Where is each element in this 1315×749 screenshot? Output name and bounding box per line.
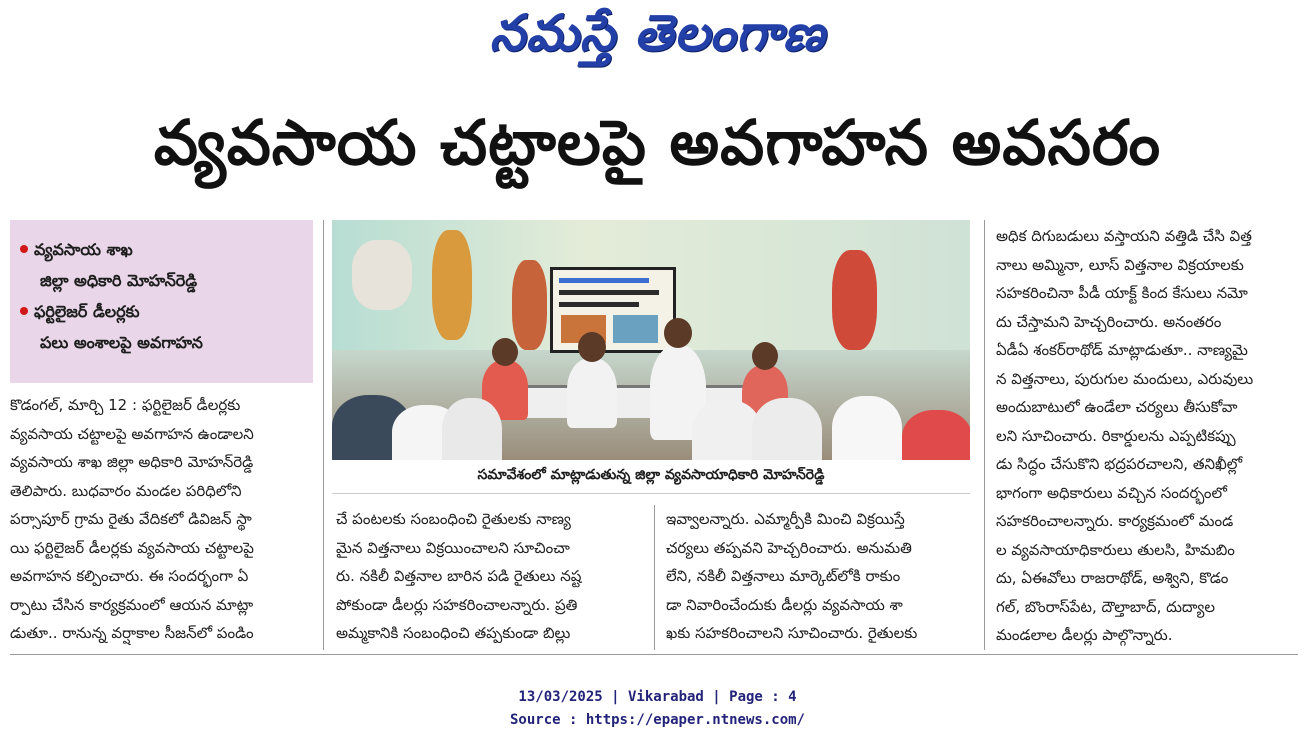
article-line: ఖకు సహకరించాలని సూచించారు. రైతులకు (666, 624, 918, 642)
headline-text: వ్యవసాయ చట్టాలపై అవగాహన అవసరం (153, 106, 1162, 179)
article-line: తెలిపారు. బుధవారం మండల పరిధిలోని (10, 481, 242, 500)
person-head (578, 332, 606, 362)
article-line: ఏడీఏ శంకర్‌రాథోడ్ మాట్లాడుతూ.. నాణ్యమై (996, 341, 1248, 359)
footer-source: Source : https://epaper.ntnews.com/ (509, 712, 805, 728)
article-line: లేని, నకిలీ విత్తనాలు మార్కెట్‌లోకి రాకుం (666, 567, 901, 585)
article-line: వ్యవసాయ శాఖ జిల్లా అధికారి మోహన్‌రెడ్డి (10, 453, 254, 471)
highlight-line: ఫర్టిలైజర్ డీలర్లకు (34, 302, 140, 321)
audience (832, 396, 902, 460)
article-line: ర్పాటు చేసిన కార్యక్రమంలో ఆయన మాట్లా (10, 595, 254, 614)
article-line: వ్యవసాయ చట్టాలపై అవగాహన ఉండాలని (10, 424, 254, 443)
highlight-item (20, 234, 303, 296)
highlight-item (20, 296, 303, 358)
mural-figure (432, 230, 472, 340)
article-line: మండలాల డీలర్లు పాల్గొన్నారు. (996, 626, 1173, 644)
article-line: దు చేస్తామని హెచ్చరించారు. అనంతరం (996, 312, 1222, 331)
projector-screen (550, 267, 676, 353)
article-line: అధిక దిగుబడులు వస్తాయని వత్తిడి చేసి విత్త (996, 227, 1252, 245)
masthead (0, 0, 1315, 78)
person-head (752, 342, 778, 370)
article-line: భాగంగా అధికారులు వచ్చిన సందర్భంలో (996, 483, 1227, 502)
article-line: డు సిద్ధం చేసుకొని భద్రపరచాలని, తనిఖీల్లో (996, 455, 1243, 473)
article-line: ల వ్యవసాయాధికారులు తులసి, హిమబిం (996, 540, 1235, 559)
article-column-1 (10, 391, 312, 648)
highlight-line: వ్యవసాయ శాఖ (34, 240, 133, 259)
slide-text (559, 302, 639, 307)
column-divider (654, 505, 655, 650)
article-line: గల్, బొంరాస్‌పేట, దౌల్తాబాద్, దుద్యాల (996, 597, 1216, 616)
masthead-title: నమస్తే తెలంగాణ (489, 3, 826, 62)
article-line: అందుబాటులో ఉండేలా చర్యలు తీసుకోవా (996, 398, 1238, 416)
audience (902, 410, 970, 460)
article-line: లని సూచించారు. రికార్డులను ఎప్పటికప్పు (996, 426, 1236, 445)
article-line: డా నివారించేందుకు డీలర్లు వ్యవసాయ శా (666, 595, 903, 614)
article-line: చర్యలు తప్పవని హెచ్చరించారు. అనుమతి (666, 538, 912, 557)
article-line: న విత్తనాలు, పురుగుల మందులు, ఎరువులు (996, 369, 1254, 388)
article-line: అమ్మకానికి సంబంధించి తప్పకుండా బిల్లు (336, 624, 571, 642)
article-line: కొడంగల్, మార్చి 12 : ఫర్టిలైజర్ డీలర్లకు (10, 396, 241, 414)
article-line: మైన విత్తనాలు విక్రయించాలని సూచించా (336, 538, 570, 557)
footer-dateline: 13/03/2025 | Vikarabad | Page : 4 (518, 689, 797, 705)
person-head (492, 338, 518, 366)
article-line: పర్సాపూర్ గ్రామ రైతు వేదికలో డివిజన్ స్థా (10, 510, 252, 528)
person-head (664, 318, 692, 348)
audience (442, 398, 502, 460)
article-column-3 (666, 505, 972, 648)
slide-image (613, 315, 658, 343)
headline (0, 100, 1315, 200)
highlight-box (10, 220, 313, 383)
article-column-4 (996, 222, 1298, 650)
article-line: యి ఫర్టిలైజర్ డీలర్లకు వ్యవసాయ చట్టాలపై (10, 538, 254, 557)
article-line: సహకరించాలన్నారు. కార్యక్రమంలో మండ (996, 512, 1234, 530)
article-line: నాలు అమ్మినా, లూస్ విత్తనాల విక్రయాలకు (996, 255, 1244, 274)
highlight-line: పలు అంశాలపై అవగాహన (40, 333, 203, 352)
article-line: పోకుండా డీలర్లు సహకరించాలన్నారు. ప్రతి (336, 595, 578, 614)
person (567, 358, 617, 428)
article-column-2 (336, 505, 640, 648)
article-line: ఇవ్వాలన్నారు. ఎమ్మార్పీకి మించి విక్రయిస్తే (666, 510, 905, 528)
column-divider (323, 220, 324, 650)
article-line: రు. నకిలీ విత్తనాల బారిన పడి రైతులు నష్ట (336, 567, 582, 585)
photo-caption: సమావేశంలో మాట్లాడుతున్న జిల్లా వ్యవసాయాధికారి మోహన్‌రెడ్డి (332, 460, 970, 494)
bullet-icon (20, 307, 28, 315)
audience (752, 398, 822, 460)
column-divider (984, 220, 985, 650)
article-line: చే పంటలకు సంబంధించి రైతులకు నాణ్య (336, 510, 571, 528)
slide-text (559, 290, 659, 295)
mural-poster (352, 240, 412, 310)
mural-figure (512, 260, 547, 350)
mural-figure (832, 250, 877, 350)
article-line: సహకరించినా పీడీ యాక్ట్ కింద కేసులు నమో (996, 284, 1248, 302)
article-line: డుతూ.. రానున్న వర్షాకాల సీజన్‌లో పండిం (10, 624, 254, 642)
slide-text (559, 278, 649, 283)
bullet-icon (20, 245, 28, 253)
highlight-line: జిల్లా అధికారి మోహన్‌రెడ్డి (40, 271, 198, 290)
news-photo (332, 220, 970, 460)
article-line: దు, ఏఈవోలు రాజరాథోడ్, అశ్విని, కొడం (996, 569, 1229, 587)
footer-rule (10, 654, 1298, 655)
article-line: అవగాహన కల్పించారు. ఈ సందర్భంగా ఏ (10, 567, 249, 585)
